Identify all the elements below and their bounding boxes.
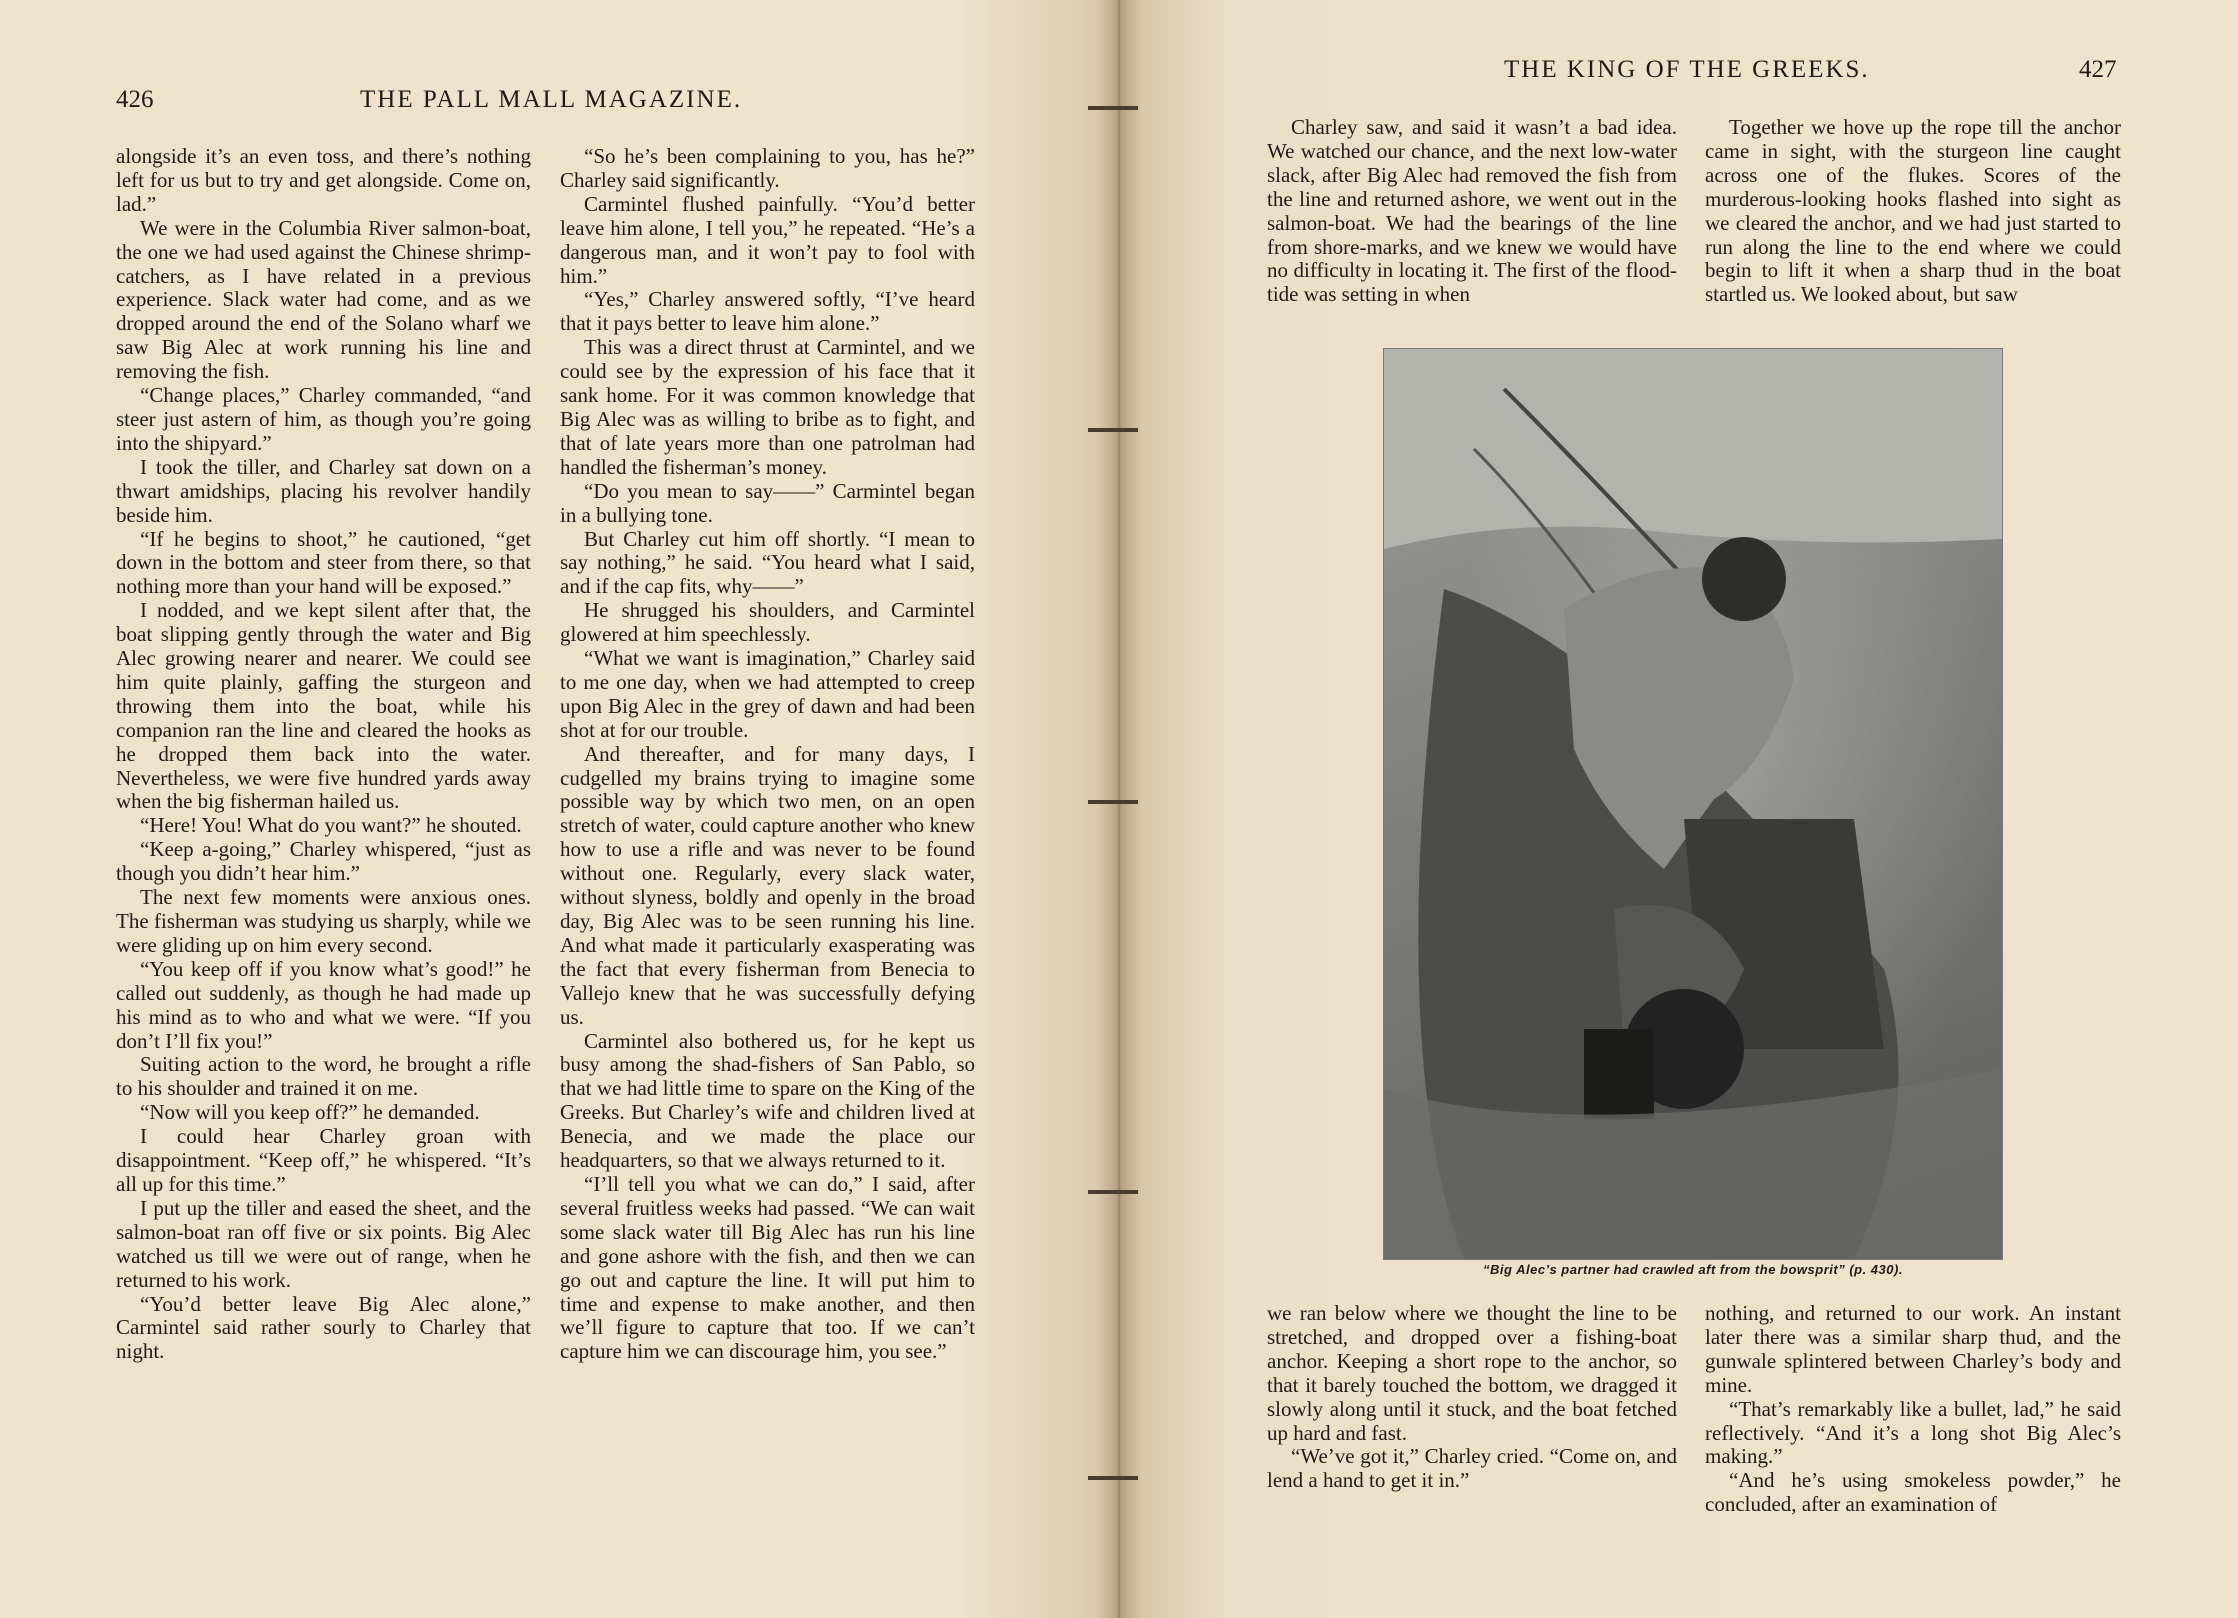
- paragraph: Together we hove up the rope till the anchor came in sight, with the sturgeon line caught across one of the flukes. Scores of the murderous-looking hooks flashed into sight as we cleared the anchor, and we had just started to run along the line to the end where we could begin to lift it when a sharp thud in the boat startled us. We looked about, but saw: [1705, 115, 2121, 307]
- book-gutter: [1096, 0, 1142, 1618]
- paragraph: “You keep off if you know what’s good!” he called out suddenly, as though he had made up his mind as to who and what we were. “If you don’t I’ll fix you!”: [116, 956, 531, 1053]
- paragraph: “So he’s been complaining to you, has he?” Charley said significantly.: [560, 144, 975, 192]
- paragraph: The next few moments were anxious ones. The fisherman was studying us sharply, while we were gliding up on him every second.: [116, 885, 531, 957]
- paragraph: “We’ve got it,” Charley cried. “Come on, and lend a hand to get it in.”: [1267, 1444, 1677, 1493]
- paragraph: “Yes,” Charley answered softly, “I’ve heard that it pays better to leave him alone.”: [560, 287, 975, 336]
- illustration: [1383, 348, 2003, 1260]
- paragraph: “Do you mean to say——” Carmintel began in a bullying tone.: [560, 478, 975, 527]
- paragraph: “That’s remarkably like a bullet, lad,” he said reflectively. “And it’s a long shot Big Alec’s making.”: [1705, 1396, 2121, 1469]
- paragraph: “And he’s using smokeless powder,” he concluded, after an examination of: [1705, 1468, 2121, 1517]
- left-column-2: [560, 145, 975, 1364]
- illustration-caption: “Big Alec’s partner had crawled aft from the bowsprit” (p. 430).: [1483, 1262, 1903, 1277]
- paragraph: I put up the tiller and eased the sheet, and the salmon-boat ran off five or six points. Big Alec watched us till we were out of range, when he returned to his work.: [116, 1195, 531, 1292]
- paragraph: “Change places,” Charley commanded, “and steer just astern of him, as though you’re going into the shipyard.”: [116, 383, 531, 455]
- page-number-right: 427: [2079, 56, 2117, 83]
- binding-stitch: [1088, 428, 1138, 432]
- right-column-2-top: [1705, 116, 2121, 307]
- paragraph: “Now will you keep off?” he demanded.: [140, 1100, 480, 1125]
- running-head-right: THE KING OF THE GREEKS.: [1504, 56, 1870, 83]
- paragraph: “Here! You! What do you want?” he shouted.: [140, 813, 522, 838]
- paragraph: alongside it’s an even toss, and there’s nothing left for us but to try and get alongside. Come on, lad.”: [116, 144, 531, 216]
- paragraph: Suiting action to the word, he brought a rifle to his shoulder and trained it on me.: [116, 1052, 531, 1101]
- left-column-1: [116, 145, 531, 1364]
- paragraph: nothing, and returned to our work. An instant later there was a similar sharp thud, and the gunwale splintered between Charley’s body and mine.: [1705, 1301, 2121, 1397]
- paragraph: This was a direct thrust at Carmintel, and we could see by the expression of his face that it sank home. For it was common knowledge that Big Alec was as willing to bribe as to fight, and that of late years more than one patrolman had handled the fisherman’s money.: [560, 335, 975, 479]
- right-column-1-bottom: [1267, 1302, 1677, 1493]
- paragraph: We were in the Columbia River salmon-boat, the one we had used against the Chinese shrimp-catchers, as I have related in a previous experience. Slack water had come, and as we dropped around the end of the Solano wharf we saw Big Alec at work running his line and removing the fish.: [116, 215, 531, 384]
- paragraph: “If he begins to shoot,” he cautioned, “get down in the bottom and steer from there, so that nothing more than your hand will be exposed.”: [116, 526, 531, 599]
- paragraph: And thereafter, and for many days, I cudgelled my brains trying to imagine some possible way by which two men, on an open stretch of water, could capture another who knew how to use a rifle and was never to be found without one. Regularly, every slack water, without slyness, boldly and openly in the broad day, Big Alec was to be seen running his line. And what made it particularly exasperating was the fact that every fisherman from Benecia to Vallejo knew that he was successfully defying us.: [560, 741, 975, 1029]
- running-head-left: THE PALL MALL MAGAZINE.: [360, 86, 743, 113]
- paragraph: I nodded, and we kept silent after that, the boat slipping gently through the water and Big Alec growing nearer and nearer. We could see him quite plainly, gaffing the sturgeon and throwing them into the boat, while his companion ran the line and cleared the hooks as he dropped them back into the water. Nevertheless, we were five hundred yards away when the big fisherman hailed us.: [116, 598, 531, 814]
- binding-stitch: [1088, 1476, 1138, 1480]
- page-number-left: 426: [116, 86, 154, 113]
- binding-stitch: [1088, 106, 1138, 110]
- paragraph: “What we want is imagination,” Charley said to me one day, when we had attempted to creep upon Big Alec in the grey of dawn and had been shot at for our trouble.: [560, 646, 975, 742]
- paragraph: Carmintel flushed painfully. “You’d better leave him alone, I tell you,” he repeated. “He’s a dangerous man, and it won’t pay to fool with him.”: [560, 191, 975, 288]
- right-column-1-top: [1267, 116, 1677, 307]
- right-column-2-bottom: [1705, 1302, 2121, 1517]
- paragraph: I took the tiller, and Charley sat down on a thwart amidships, placing his revolver handily beside him.: [116, 454, 531, 527]
- paragraph: But Charley cut him off shortly. “I mean to say nothing,” he said. “You heard what I said, and if the cap fits, why——”: [560, 526, 975, 599]
- paragraph: Carmintel also bothered us, for he kept us busy among the shad-fishers of San Pablo, so that we had little time to spare on the King of the Greeks. But Charley’s wife and children lived at Benecia, and we made the place our headquarters, so that we always returned to it.: [560, 1028, 975, 1173]
- paragraph: “I’ll tell you what we can do,” I said, after several fruitless weeks had passed. “We can wait some slack water till Big Alec has run his line and gone ashore with the fish, and then we can go out and capture the line. It will put him to time and expense to make another, and then we’ll figure to capture that too. If we can’t capture him we can discourage him, you see.”: [560, 1171, 975, 1364]
- paragraph: He shrugged his shoulders, and Carmintel glowered at him speechlessly.: [560, 598, 975, 647]
- right-page: [1119, 0, 2238, 1618]
- paragraph: Charley saw, and said it wasn’t a bad idea. We watched our chance, and the next low-water slack, after Big Alec had removed the fish from the line and returned ashore, we went out in the salmon-boat. We had the bearings of the line from shore-marks, and we knew we would have no difficulty in locating it. The first of the flood-tide was setting in when: [1267, 115, 1677, 307]
- binding-stitch: [1088, 800, 1138, 804]
- paragraph: I could hear Charley groan with disappointment. “Keep off,” he whispered. “It’s all up for this time.”: [116, 1124, 531, 1196]
- paragraph: we ran below where we thought the line to be stretched, and dropped over a fishing-boat anchor. Keeping a short rope to the anchor, so that it barely touched the bottom, we dragged it slowly along until it stuck, and the boat fetched up hard and fast.: [1267, 1301, 1677, 1445]
- binding-stitch: [1088, 1190, 1138, 1194]
- paragraph: “Keep a-going,” Charley whispered, “just as though you didn’t hear him.”: [116, 837, 531, 886]
- illustration-drawing: [1384, 349, 2002, 1259]
- paragraph: “You’d better leave Big Alec alone,” Carmintel said rather sourly to Charley that night.: [116, 1291, 531, 1364]
